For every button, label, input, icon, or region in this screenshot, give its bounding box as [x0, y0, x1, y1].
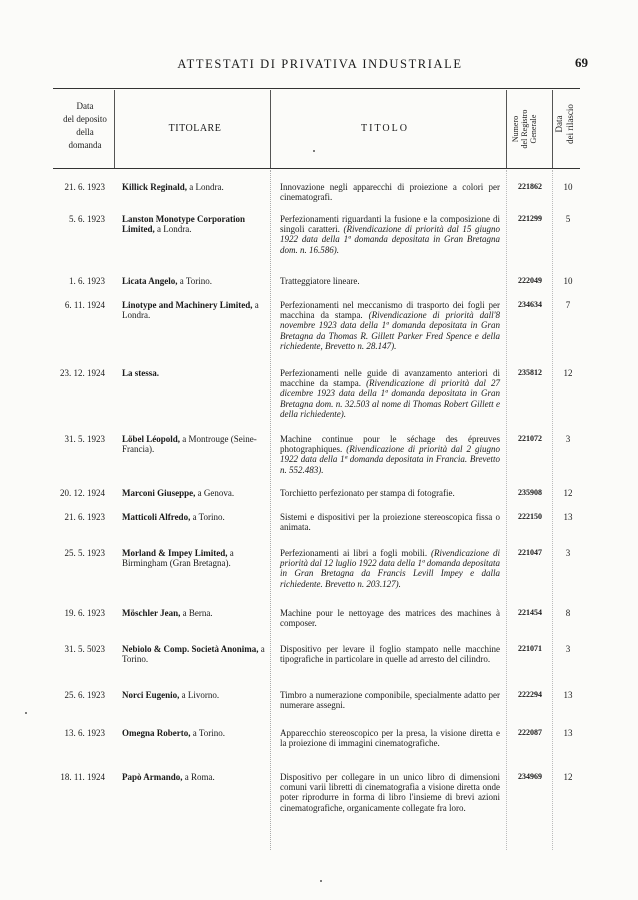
- patent-title: [280, 276, 500, 286]
- holder: [122, 182, 267, 192]
- deposit-date: 25. 6. 1923: [64, 690, 105, 700]
- deposit-date: 23. 12. 1924: [60, 368, 105, 378]
- holder-location: a Genova.: [195, 488, 235, 498]
- holder: [122, 548, 267, 568]
- print-speck: [320, 880, 322, 882]
- column-header-tax: Data dei rilascio: [554, 104, 575, 144]
- release-value: 3: [565, 548, 571, 558]
- deposit-date: 13. 6. 1923: [64, 728, 105, 738]
- register-number: 234634: [518, 300, 542, 309]
- title-text: Perfezionamenti nel meccanismo di trasporto dei fogli per macchina da stampa.: [280, 300, 500, 321]
- holder-name: Marconi Giuseppe,: [122, 488, 196, 498]
- patent-title: [280, 434, 500, 475]
- title-text: Innovazione negli apparecchi di proiezione a colori per cinematografi.: [280, 182, 500, 203]
- register-number: 235812: [518, 368, 542, 377]
- holder-name: Linotype and Machinery Limited,: [122, 300, 253, 310]
- column-header-title: TITOLO: [361, 123, 409, 134]
- print-speck: [313, 150, 315, 152]
- release-value: 13: [563, 690, 573, 700]
- holder-name: Morland & Impey Limited,: [122, 548, 228, 558]
- title-priority: (Rivendicazione di priorità dal 2 giugno 1922 data della 1ª domanda depositata in Francia. Brevetto n. 552.483).: [280, 444, 500, 475]
- register-number: 222294: [518, 690, 542, 699]
- title-text: Timbro a numerazione componibile, specialmente adatto per numerare assegni.: [280, 690, 500, 711]
- register-number: 221047: [518, 548, 542, 557]
- register-number: 234969: [518, 772, 542, 781]
- register-number: 221862: [518, 182, 542, 191]
- holder: [122, 434, 267, 454]
- release-value: 13: [563, 512, 573, 522]
- holder-location: a Torino.: [190, 728, 225, 738]
- deposit-date: 31. 5. 1923: [64, 434, 105, 444]
- column-divider: [506, 90, 507, 168]
- holder: [122, 276, 267, 286]
- title-text: Tratteggiatore lineare.: [280, 276, 360, 286]
- deposit-date: 6. 11. 1924: [64, 300, 105, 310]
- register-number: 221454: [518, 608, 542, 617]
- deposit-date: 5. 6. 1923: [69, 214, 105, 224]
- title-text: Torchietto perfezionato per stampa di fotografie.: [280, 488, 455, 498]
- holder-location: a Birmingham (Gran Bretagna).: [122, 548, 234, 569]
- holder-name: Lanston Monotype Corporation Limited,: [122, 214, 246, 235]
- holder: [122, 608, 267, 618]
- title-text: Machine pour le nettoyage des matrices des machines à composer.: [280, 608, 500, 629]
- title-text: Perfezionamenti ai libri a fogli mobili.: [280, 548, 432, 558]
- patent-title: [280, 772, 500, 813]
- title-priority: (Rivendicazione di priorità dal 12 luglio 1922 data della 1ª domanda depositata in Gran Bretagna da Francis Levill Impey e dalla richiedente. Brevetto n. 203.127).: [280, 548, 500, 589]
- register-number: 221071: [518, 644, 542, 653]
- holder: [122, 214, 267, 234]
- holder-name: Nebiolo & Comp. Società Anonima,: [122, 644, 259, 654]
- holder: [122, 368, 267, 378]
- title-text: Machine continue pour le séchage des épreuves photographiques.: [280, 434, 500, 455]
- holder-name: Möschler Jean,: [122, 608, 181, 618]
- print-speck: [25, 712, 27, 714]
- title-text: Perfezionamenti nelle guide di avanzamento anteriori di macchine da stampa.: [280, 368, 500, 389]
- patent-title: [280, 548, 500, 589]
- deposit-date: 25. 5. 1923: [64, 548, 105, 558]
- holder-location: a Livorno.: [179, 690, 220, 700]
- release-value: 10: [563, 182, 573, 192]
- column-divider: [270, 170, 271, 850]
- column-header-register: Numero del Registro Generale: [511, 109, 538, 149]
- register-number: 221299: [518, 214, 542, 223]
- patent-title: [280, 488, 500, 498]
- deposit-date: 21. 6. 1923: [64, 182, 105, 192]
- holder-name: Papò Armando,: [122, 772, 183, 782]
- holder: [122, 512, 267, 522]
- patent-title: [280, 728, 500, 748]
- column-divider: [270, 90, 271, 168]
- deposit-date: 20. 12. 1924: [60, 488, 105, 498]
- page-header: [0, 55, 638, 75]
- release-value: 3: [565, 644, 571, 654]
- table-top-rule: [53, 88, 580, 89]
- page-number: 69: [575, 55, 588, 70]
- holder-location: a Montrouge (Seine-Francia).: [122, 434, 257, 455]
- deposit-date: 1. 6. 1923: [69, 276, 105, 286]
- holder-name: La stessa.: [122, 368, 160, 378]
- holder-name: Löbel Léopold,: [122, 434, 181, 444]
- column-divider: [114, 90, 115, 168]
- holder: [122, 488, 267, 498]
- release-value: 8: [565, 608, 571, 618]
- title-priority: (Rivendicazione di priorità dall'8 novembre 1923 data della 1ª domanda depositata in Gran Bretagna da Thomas R. Gillett Parker Fred Spence e della richiedente, Brevetto n. 28.147).: [280, 310, 500, 351]
- release-value: 7: [565, 300, 571, 310]
- deposit-date: 31. 5. 5023: [64, 644, 105, 654]
- patent-title: [280, 608, 500, 628]
- table-header-rule: [53, 168, 580, 169]
- holder-name: Killick Reginald,: [122, 182, 188, 192]
- register-number: 222049: [518, 276, 542, 285]
- holder: [122, 728, 267, 738]
- deposit-date: 21. 6. 1923: [64, 512, 105, 522]
- holder-name: Licata Angelo,: [122, 276, 178, 286]
- title-text: Dispositivo per levare il foglio stampato nelle macchine tipografiche in particolare in quelle ad arresto del cilindro.: [280, 644, 500, 665]
- holder-name: Matticoli Alfredo,: [122, 512, 191, 522]
- title-priority: (Rivendicazione di priorità dal 15 giugno 1922 data della 1ª domanda depositata in Gran Bretagna dom. n. 16.586).: [280, 224, 500, 255]
- patent-title: [280, 214, 500, 255]
- holder-location: a Torino.: [190, 512, 225, 522]
- title-text: Perfezionamenti riguardanti la fusione e la composizione di singoli caratteri.: [280, 214, 500, 235]
- holder-name: Omegna Roberto,: [122, 728, 191, 738]
- register-number: 222087: [518, 728, 542, 737]
- column-divider: [552, 170, 553, 850]
- holder-location: a Berna.: [180, 608, 213, 618]
- release-value: 3: [565, 434, 571, 444]
- column-header-date: Data del deposito della domanda: [63, 101, 107, 150]
- release-value: 5: [565, 214, 571, 224]
- holder-location: a Londra.: [187, 182, 224, 192]
- patent-title: [280, 182, 500, 202]
- release-value: 13: [563, 728, 573, 738]
- register-number: 222150: [518, 512, 542, 521]
- release-value: 12: [563, 488, 573, 498]
- deposit-date: 18. 11. 1924: [60, 772, 105, 782]
- holder: [122, 644, 267, 664]
- release-value: 10: [563, 276, 573, 286]
- register-number: 221072: [518, 434, 542, 443]
- register-number: 235908: [518, 488, 542, 497]
- title-text: Sistemi e dispositivi per la proiezione stereoscopica fissa o animata.: [280, 512, 500, 533]
- column-divider: [506, 170, 507, 850]
- release-value: 12: [563, 772, 573, 782]
- holder-location: a Londra.: [122, 300, 259, 321]
- title-priority: (Rivendicazione di priorità dal 27 dicembre 1923 data della 1ª domanda depositata in Gran Bretagna dom. n. 32.503 al nome di Thomas Robert Gillett e della richiedente).: [280, 378, 501, 419]
- holder-location: a Roma.: [182, 772, 215, 782]
- holder: [122, 690, 267, 700]
- holder: [122, 300, 267, 320]
- holder-location: a Londra.: [154, 224, 192, 235]
- patent-title: [280, 512, 500, 532]
- deposit-date: 19. 6. 1923: [64, 608, 105, 618]
- title-text: Apparecchio stereoscopico per la presa, la visione diretta e la proiezione di immagini cinematografiche.: [280, 728, 500, 749]
- patent-title: [280, 368, 500, 419]
- patent-title: [280, 690, 500, 710]
- patent-title: [280, 644, 500, 664]
- running-title: ATTESTATI DI PRIVATIVA INDUSTRIALE: [177, 57, 463, 71]
- holder: [122, 772, 267, 782]
- column-header-holder: TITOLARE: [168, 123, 222, 134]
- holder-location: a Torino.: [177, 276, 212, 286]
- holder-name: Norci Eugenio,: [122, 690, 180, 700]
- patent-title: [280, 300, 500, 351]
- column-divider: [552, 90, 553, 168]
- holder-location: a Torino.: [122, 644, 265, 665]
- release-value: 12: [563, 368, 573, 378]
- title-text: Dispositivo per collegare in un unico libro di dimensioni comuni varii libretti di cinematografia a visione diretta onde poter riprodurre in forma di libro l'insieme di brevi azioni cinematografiche, organicamente collegate fra loro.: [280, 772, 500, 813]
